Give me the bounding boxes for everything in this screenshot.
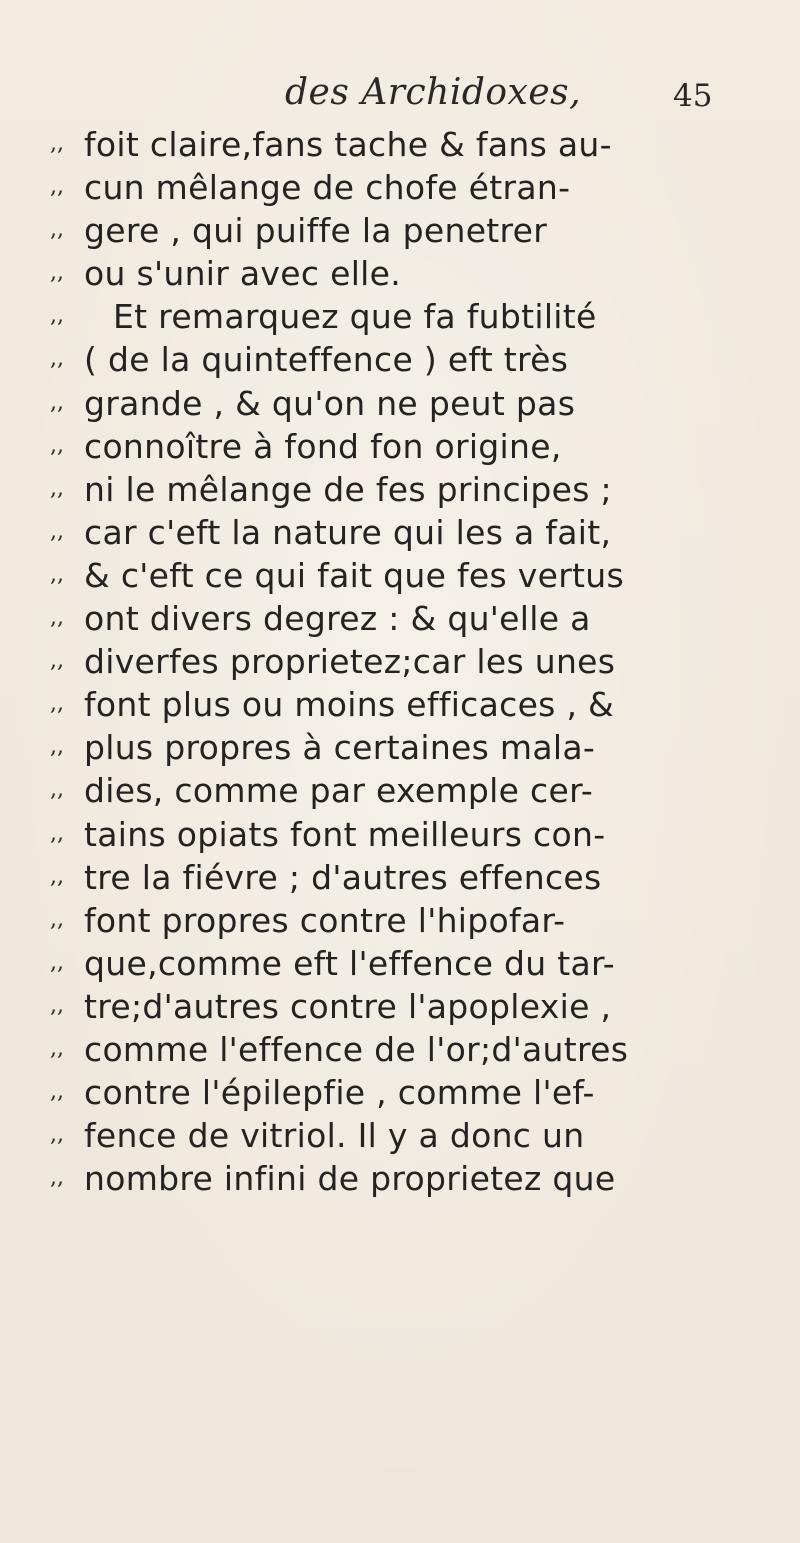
text-line [0, 899, 800, 942]
text-line [0, 511, 800, 554]
quotation-mark: ,, [50, 518, 64, 544]
body-text [0, 123, 800, 1200]
text-line [0, 123, 800, 166]
line-text: ni le mêlange de fes principes ; [84, 469, 612, 509]
quotation-mark: ,, [50, 174, 64, 200]
line-text: dies, comme par exemple cer- [84, 771, 594, 811]
line-text: font plus ou moins efficaces , & [84, 685, 615, 725]
quotation-mark: ,, [50, 906, 64, 932]
line-text: plus propres à certaines mala- [84, 728, 596, 768]
running-title: des Archidoxes, [285, 72, 582, 113]
line-text: ou s'unir avec elle. [84, 254, 402, 294]
text-line [0, 425, 800, 468]
text-line [0, 985, 800, 1028]
page-number: 45 [673, 78, 713, 114]
line-text: grande , & qu'on ne peut pas [84, 383, 576, 423]
line-text: ont divers degrez : & qu'elle a [84, 599, 591, 639]
quotation-mark: ,, [50, 1165, 64, 1191]
quotation-mark: ,, [50, 475, 64, 501]
text-line [0, 597, 800, 640]
line-text: comme l'effence de l'or;d'autres [84, 1029, 629, 1069]
text-line [0, 1071, 800, 1114]
quotation-mark: ,, [50, 432, 64, 458]
quotation-mark: ,, [50, 561, 64, 587]
line-text: nombre infini de proprietez que [84, 1159, 616, 1199]
line-text: que,comme eft l'effence du tar- [84, 943, 615, 983]
line-text: gere , qui puiffe la penetrer [84, 211, 548, 251]
text-line [0, 942, 800, 985]
quotation-mark: ,, [50, 605, 64, 631]
text-line [0, 252, 800, 295]
text-line [0, 554, 800, 597]
text-line [0, 209, 800, 252]
line-text: connoître à fond fon origine, [84, 426, 562, 466]
quotation-mark: ,, [50, 863, 64, 889]
line-text: fence de vitriol. Il y a donc un [84, 1116, 585, 1156]
quotation-mark: ,, [50, 260, 64, 286]
quotation-mark: ,, [50, 1035, 64, 1061]
text-line [0, 683, 800, 726]
text-line [0, 813, 800, 856]
line-text: car c'eft la nature qui les a fait, [84, 512, 612, 552]
text-line [0, 769, 800, 812]
quotation-mark: ,, [50, 820, 64, 846]
quotation-mark: ,, [50, 389, 64, 415]
line-text: contre l'épilepfie , comme l'ef- [84, 1073, 595, 1113]
line-text: tains opiats font meilleurs con- [84, 814, 606, 854]
quotation-mark: ,, [50, 303, 64, 329]
text-line [0, 295, 800, 338]
quotation-mark: ,, [50, 949, 64, 975]
line-text: diverfes proprietez;car les unes [84, 642, 616, 682]
text-line [0, 338, 800, 381]
quotation-mark: ,, [50, 1122, 64, 1148]
text-line [0, 856, 800, 899]
quotation-mark: ,, [50, 217, 64, 243]
text-line [0, 468, 800, 511]
quotation-mark: ,, [50, 131, 64, 156]
text-line [0, 1114, 800, 1157]
text-line [0, 166, 800, 209]
text-line [0, 1028, 800, 1071]
quotation-mark: ,, [50, 777, 64, 803]
quotation-mark: ,, [50, 1079, 64, 1105]
quotation-mark: ,, [50, 691, 64, 717]
text-line [0, 726, 800, 769]
line-text: tre la fiévre ; d'autres effences [84, 857, 602, 897]
quotation-mark: ,, [50, 648, 64, 674]
text-line [0, 1157, 800, 1200]
line-text: foit claire,fans tache & fans au- [84, 125, 612, 164]
line-text: ( de la quinteffence ) eft très [84, 340, 569, 380]
running-head [0, 72, 800, 122]
line-text: font propres contre l'hipofar- [84, 900, 566, 940]
line-text: tre;d'autres contre l'apoplexie , [84, 986, 612, 1026]
quotation-mark: ,, [50, 734, 64, 760]
line-text: & c'eft ce qui fait que fes vertus [84, 555, 625, 595]
quotation-mark: ,, [50, 992, 64, 1018]
text-line [0, 382, 800, 425]
text-line [0, 640, 800, 683]
quotation-mark: ,, [50, 346, 64, 372]
line-text: Et remarquez que fa fubtilité [113, 297, 597, 337]
line-text: cun mêlange de chofe étran- [84, 168, 571, 208]
